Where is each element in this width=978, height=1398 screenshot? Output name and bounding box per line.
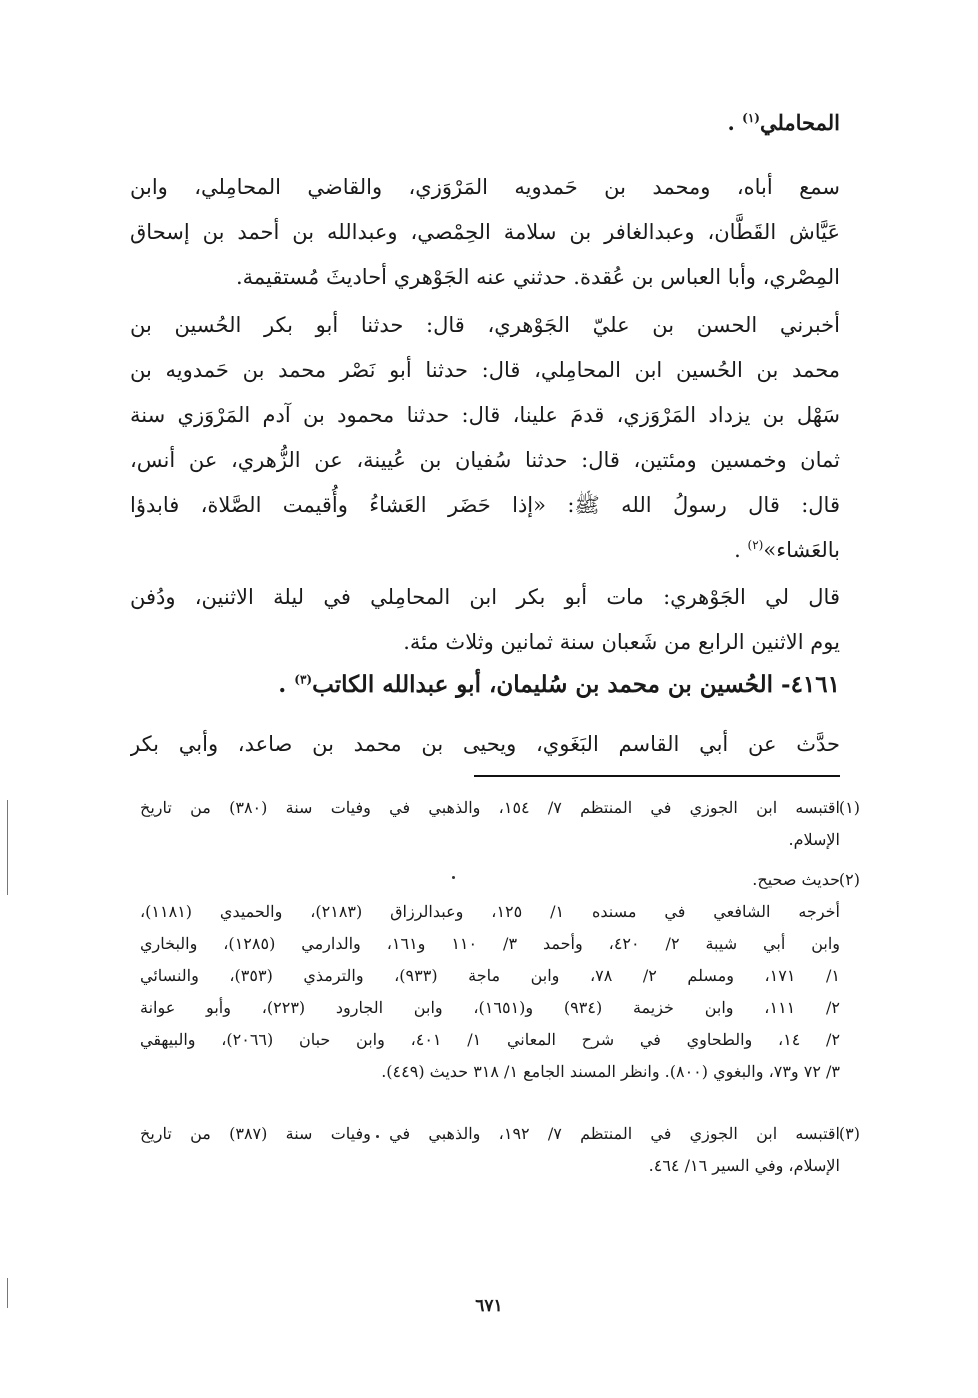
scan-edge-line	[7, 800, 8, 895]
text-line: سَهْل بن يزداد المَرْوَزي، قدمَ علينا، قال: حدثنا محمود بن آدم المَرْوَزي سنة	[130, 403, 840, 427]
footnote-3	[140, 1118, 860, 1182]
footnote-line: اقتبسه ابن الجوزي في المنتظم ٧/ ١٩٢، والذهبي في وفيات سنة (٣٨٧) من تاريخ	[140, 1124, 840, 1143]
text-line: عَيَّاش القَطَّان، وعبدالغافر بن سلامة الحِمْصي، وعبدالله بن أحمد بن إسحاق	[130, 220, 840, 244]
paragraph-hadith	[130, 303, 840, 573]
footnote-line: ٢/ ١٤، والطحاوي في شرح المعاني ١/ ٤٠١، وابن حبان (٢٠٦٦)، والبيهقي	[140, 1030, 840, 1049]
footnote-line: أخرجه الشافعي في مسنده ١/ ١٢٥، وعبدالرزاق (٢١٨٣)، والحميدي (١١٨١)،	[140, 902, 840, 921]
text-line: محمد بن الحُسين ابن المحامِلي، قال: حدثنا أبو نَصْر محمد بن حَمدويه بن	[130, 358, 840, 382]
hadith-end: بالعَشاء»	[763, 538, 840, 562]
footnote-line: ٢/ ١١١، وابن خزيمة (٩٣٤) و(١٦٥١)، وابن الجارود (٢٢٣)، وأبو عوانة	[140, 998, 840, 1017]
paragraph-biography	[130, 165, 840, 300]
footnote-line: اقتبسه ابن الجوزي في المنتظم ٧/ ١٥٤، والذهبي في وفيات سنة (٣٨٠) من تاريخ	[140, 798, 840, 817]
text-line: بالعَشاء»$^{(٢)}$ .	[734, 538, 840, 562]
heading-text: المحاملي	[759, 110, 840, 135]
footnote-number: (١)	[838, 798, 860, 817]
text-line: سمع أباه، ومحمد بن حَمدويه المَرْوَزي، والقاضي المحامِلي، وابن	[130, 175, 840, 199]
footnote-ref: (٢)	[747, 538, 764, 552]
footnote-line: الإسلام.	[788, 830, 840, 849]
text-line: قال: قال رسولُ الله ﷺ: «إذا حَضَر العَشاءُ وأُقيمت الصَّلاة، فابدؤا	[130, 493, 840, 517]
footnote-separator	[474, 775, 840, 777]
entry-heading: ٤١٦١- الحُسين بن محمد بن سُليمان، أبو عبدالله الكاتب$^{(٣)}$ .	[278, 671, 840, 698]
footnote-line: الإسلام، وفي السير ١٦/ ٤٦٤.	[648, 1156, 840, 1175]
continued-heading: المحاملي$^{(١)}$ .	[727, 110, 840, 135]
footnote-2	[140, 864, 860, 1088]
text-line: يوم الاثنين الرابع من شَعبان سنة ثمانين وثلاث مئة.	[403, 630, 840, 654]
footnote-line: ٣/ ٧٢ و٧٣، والبغوي (٨٠٠). وانظر المسند الجامع ١/ ٣١٨ حديث (٤٤٩).	[381, 1062, 840, 1081]
text-line: المِصْري، وأبا العباس بن عُقدة. حدثني عنه الجَوْهري أحاديثَ مُستقيمة.	[235, 265, 840, 289]
paragraph-entry-start	[130, 722, 840, 767]
paragraph-death-note	[130, 575, 840, 665]
footnote-ref: (١)	[742, 111, 760, 125]
footnote-line: وابن أبي شيبة ٢/ ٤٢٠، وأحمد ٣/ ١١٠ و١٦١، والدارمي (١٢٨٥)، والبخاري	[140, 934, 840, 953]
footnote-line: حديث صحيح.	[752, 870, 840, 889]
footnote-ref: (٣)	[294, 672, 313, 687]
text-line: ثمان وخمسين ومئتين، قال: حدثنا سُفيان بن عُيينة، عن الزُّهري، عن أنس،	[130, 448, 840, 472]
text-line: أخبرني الحسن بن عليّ الجَوْهري، قال: حدثنا أبو بكر الحُسين بن	[130, 313, 840, 337]
footnote-number: (٢)	[838, 870, 860, 889]
footnote-1	[140, 792, 860, 856]
footnote-number: (٣)	[838, 1124, 860, 1143]
entry-title: ٤١٦١- الحُسين بن محمد بن سُليمان، أبو عبدالله الكاتب	[312, 671, 840, 698]
page-number: ٦٧١	[475, 1296, 503, 1316]
footnote-line: ١/ ١٧١، ومسلم ٢/ ٧٨، وابن ماجة (٩٣٣)، والترمذي (٣٥٣)، والنسائي	[140, 966, 840, 985]
text-line: قال لي الجَوْهري: مات أبو بكر ابن المحامِلي في ليلة الاثنين، ودُفن	[130, 585, 840, 609]
text-line: حدَّث عن أبي القاسم البَغَوي، ويحيى بن محمد بن صاعد، وأبي بكر	[130, 732, 840, 756]
